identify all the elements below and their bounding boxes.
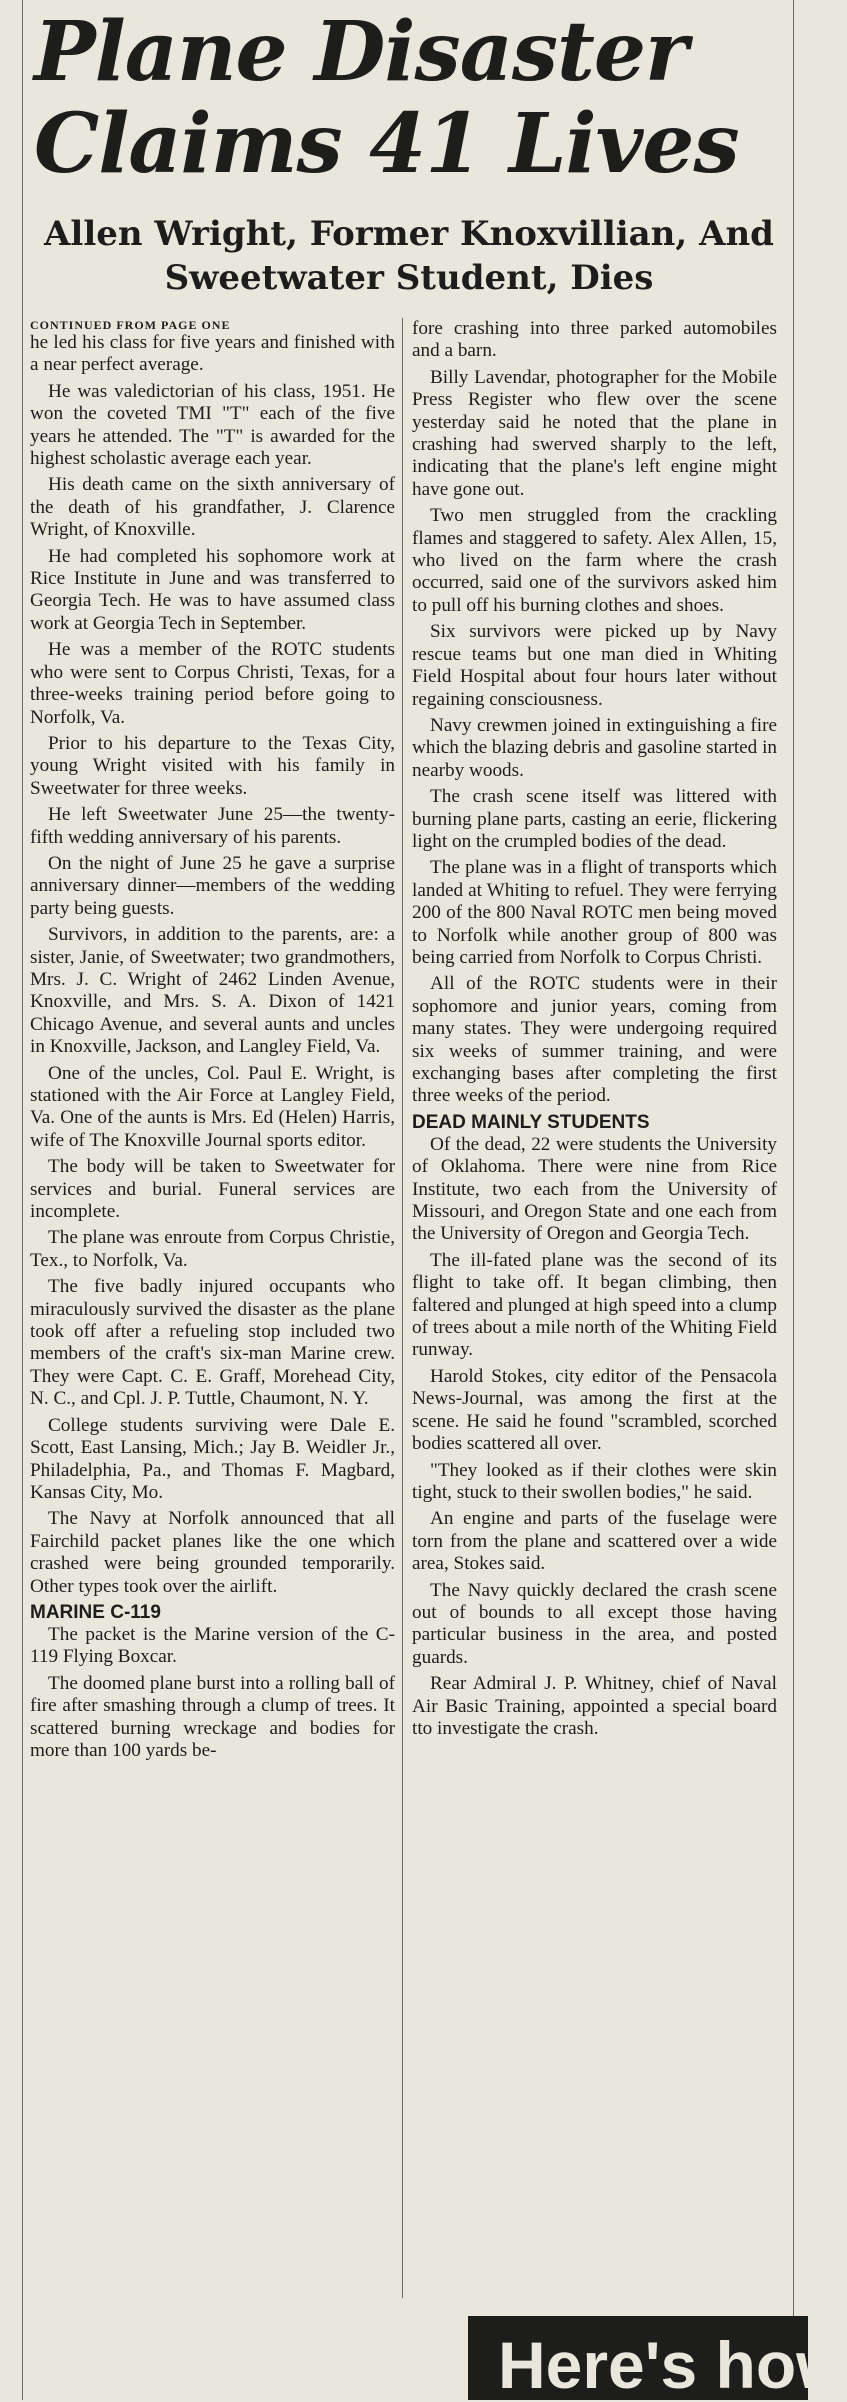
- advertisement-fragment: [468, 2316, 847, 2402]
- paragraph: he led his class for five years and finished with a near perfect average.: [30, 332, 395, 376]
- column-divider: [402, 318, 403, 2298]
- paragraph: Rear Admiral J. P. Whitney, chief of Naval Air Basic Training, appointed a special board tto investigate the crash.: [412, 1673, 777, 1739]
- paragraph: Billy Lavendar, photographer for the Mobile Press Register who flew over the scene yesterday said he noted that the plane in crashing had swerved sharply to the left, indicating that the plane's left engine might have gone out.: [412, 366, 777, 500]
- paragraph: Two men struggled from the crackling flames and staggered to safety. Alex Allen, 15, who lived on the farm where the crash occurred, said one of the survivors asked him to pull off his burning clothes and shoes.: [412, 505, 777, 616]
- continued-label: CONTINUED FROM PAGE ONE: [30, 318, 231, 332]
- ad-headline: Here's how: [498, 2328, 847, 2402]
- adjacent-column-edge-right: [793, 0, 816, 2400]
- adjacent-column-edge-left: [0, 0, 23, 2400]
- paragraph: He was a member of the ROTC students who were sent to Corpus Christi, Texas, for a three-weeks training period before going to Norfolk, Va.: [30, 639, 395, 728]
- paragraph: College students surviving were Dale E. Scott, East Lansing, Mich.; Jay B. Weidler Jr., Philadelphia, Pa., and Thomas F. Magbard, Kansas City, Mo.: [30, 1414, 395, 1503]
- paragraph: His death came on the sixth anniversary of the death of his grandfather, J. Clarence Wright, of Knoxville.: [30, 474, 395, 541]
- paragraph: Survivors, in addition to the parents, are: a sister, Janie, of Sweetwater; two grandmothers, Mrs. J. C. Wright of 2462 Linden Avenue, Knoxville, and Mrs. S. A. Dixon of 1421 Chicago Avenue, and several aunts and uncles in Knoxville, Jackson, and Langley Field, Va.: [30, 924, 395, 1058]
- paragraph: Of the dead, 22 were students the University of Oklahoma. There were nine from Rice Institute, two each from the University of Missouri, and Oregon State and one each from the University of Oregon and Georgia Tech.: [412, 1133, 777, 1245]
- paragraph: The five badly injured occupants who miraculously survived the disaster as the plane took off after a refueling stop included two members of the craft's six-man Marine crew. They were Capt. C. E. Graff, Morehead City, N. C., and Cpl. J. P. Tuttle, Chaumont, N. Y.: [30, 1276, 395, 1410]
- article-column-left: [30, 318, 395, 1766]
- paragraph: "They looked as if their clothes were skin tight, stuck to their swollen bodies," he said.: [412, 1459, 777, 1503]
- headline: Plane Disaster Claims 41 Lives: [34, 4, 739, 192]
- paragraph: Six survivors were picked up by Navy rescue teams but one man died in Whiting Field Hospital about four hours later without regaining consciousness.: [412, 621, 777, 710]
- paragraph: One of the uncles, Col. Paul E. Wright, is stationed with the Air Force at Langley Field, Va. One of the aunts is Mrs. Ed (Helen) Harris, wife of The Knoxville Journal sports editor.: [30, 1062, 395, 1151]
- paragraph: The ill-fated plane was the second of its flight to take off. It began climbing, then faltered and plunged at high speed into a clump of trees about a mile north of the Whiting Field runway.: [412, 1249, 777, 1361]
- paragraph: Prior to his departure to the Texas City, young Wright visited with his family in Sweetwater for three weeks.: [30, 732, 395, 799]
- paragraph: An engine and parts of the fuselage were torn from the plane and scattered over a wide area, Stokes said.: [412, 1508, 777, 1575]
- subhead: Allen Wright, Former Knoxvillian, And Sweetwater Student, Dies: [44, 214, 774, 298]
- paragraph: He left Sweetwater June 25—the twenty-fifth wedding anniversary of his parents.: [30, 804, 395, 848]
- section-heading: MARINE C-119: [30, 1601, 161, 1623]
- paragraph: The doomed plane burst into a rolling ball of fire after smashing through a clump of trees. It scattered burning wreckage and bodies for more than 100 yards be-: [30, 1672, 395, 1761]
- paragraph: The packet is the Marine version of the C-119 Flying Boxcar.: [30, 1623, 395, 1668]
- paragraph: The crash scene itself was littered with burning plane parts, casting an eerie, flickering light on the crumpled bodies of the dead.: [412, 786, 777, 852]
- section-heading: DEAD MAINLY STUDENTS: [412, 1111, 650, 1133]
- paragraph: The plane was enroute from Corpus Christie, Tex., to Norfolk, Va.: [30, 1227, 395, 1271]
- paragraph: The plane was in a flight of transports which landed at Whiting to refuel. They were ferrying 200 of the 800 Naval ROTC men being moved to Norfolk while another group of 800 was being carried from Norfolk to Corpus Christi.: [412, 857, 777, 968]
- paragraph: Harold Stokes, city editor of the Pensacola News-Journal, was among the first at the scene. He said he found "scrambled, scorched bodies scattered all over.: [412, 1365, 777, 1455]
- paragraph: All of the ROTC students were in their sophomore and junior years, coming from many states. They were undergoing required six weeks of summer training, and were exchanging bases after completing the first three weeks of the period.: [412, 973, 777, 1107]
- paragraph: He had completed his sophomore work at Rice Institute in June and was transferred to Georgia Tech. He was to have assumed class work at Georgia Tech in September.: [30, 545, 395, 634]
- paragraph: Navy crewmen joined in extinguishing a fire which the blazing debris and gasoline started in nearby woods.: [412, 714, 777, 781]
- paragraph: He was valedictorian of his class, 1951. He won the coveted TMI "T" each of the five years he attended. The "T" is awarded for the highest scholastic average each year.: [30, 380, 395, 470]
- paragraph: fore crashing into three parked automobiles and a barn.: [412, 318, 777, 362]
- paragraph: The body will be taken to Sweetwater for services and burial. Funeral services are incomplete.: [30, 1156, 395, 1223]
- paragraph: The Navy at Norfolk announced that all Fairchild packet planes like the one which crashed were being grounded temporarily. Other types took over the airlift.: [30, 1508, 395, 1597]
- paragraph: The Navy quickly declared the crash scene out of bounds to all except those having particular business in the area, and posted guards.: [412, 1579, 777, 1668]
- article-column-right: [412, 318, 777, 1744]
- paragraph: On the night of June 25 he gave a surprise anniversary dinner—members of the wedding party being guests.: [30, 852, 395, 919]
